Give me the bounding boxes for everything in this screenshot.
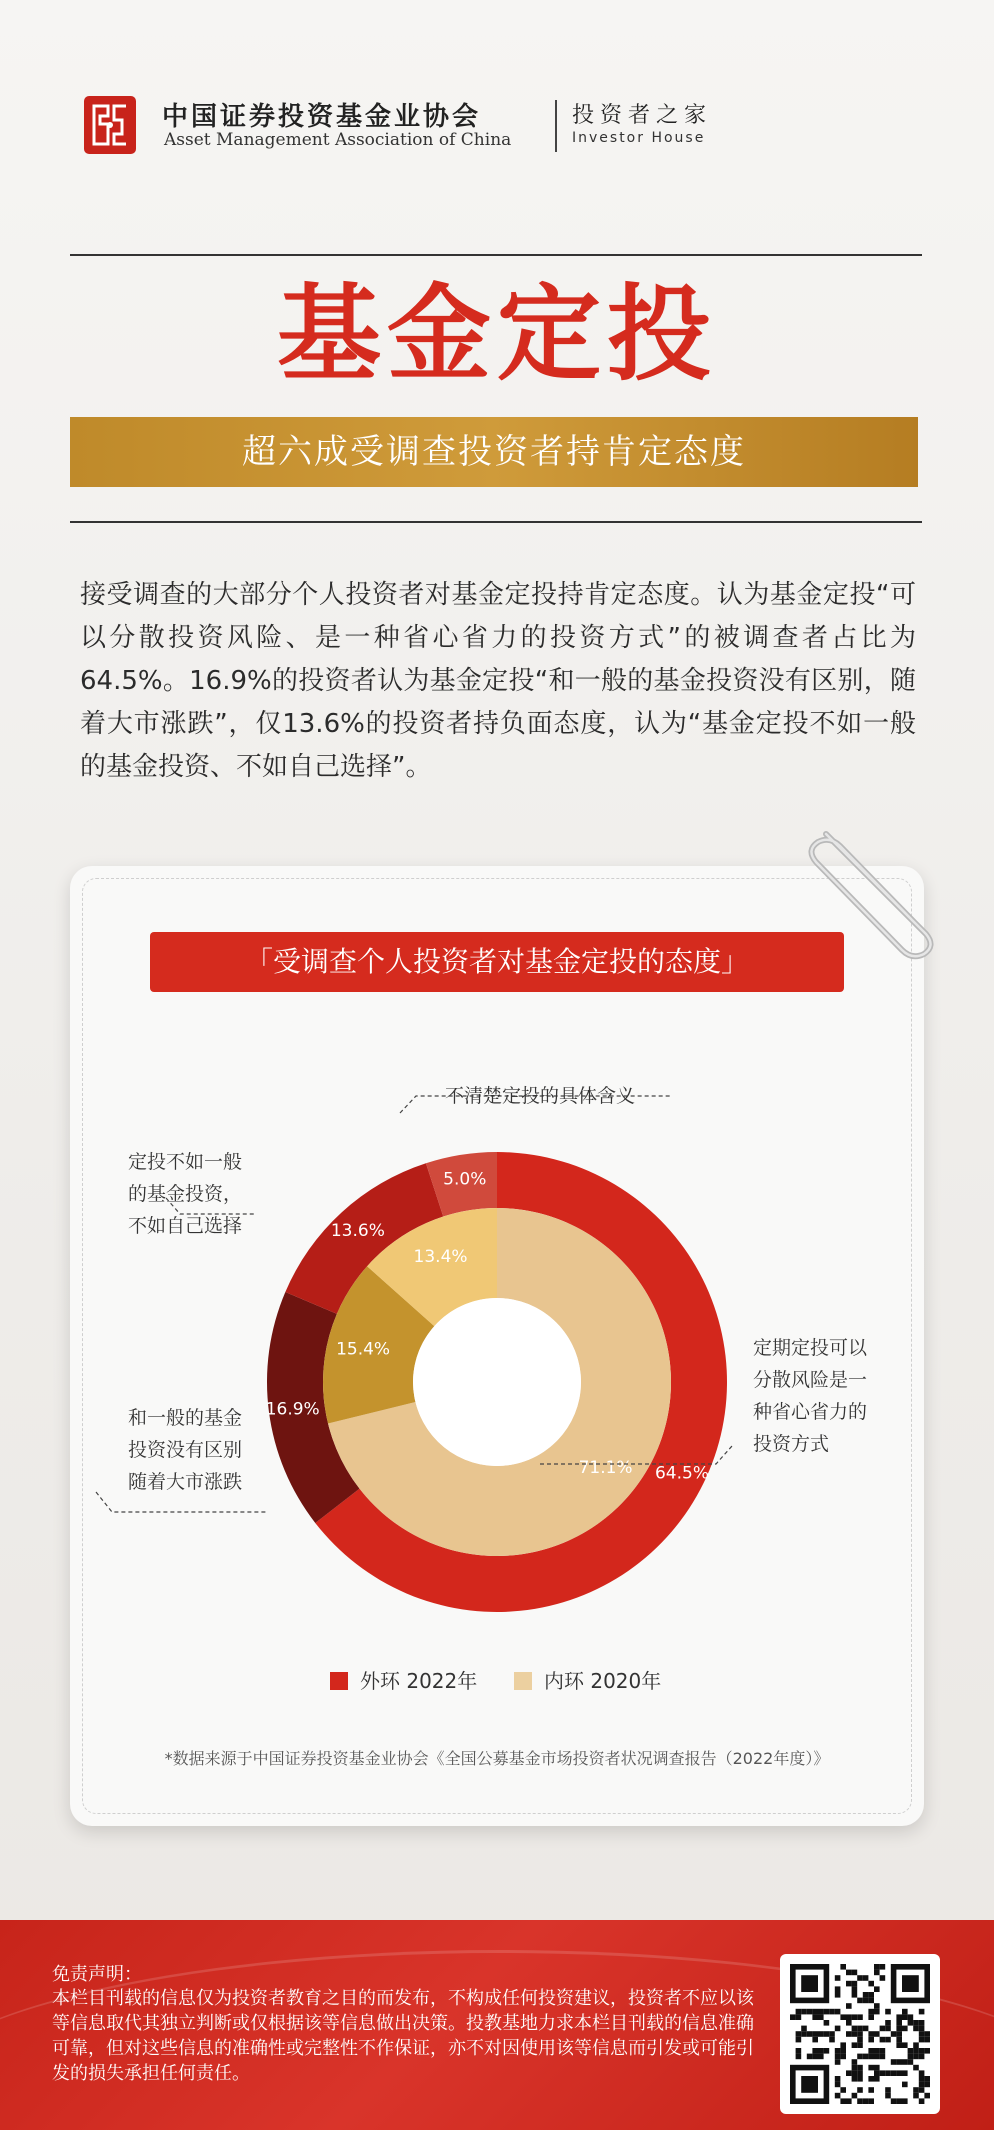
disclaimer-title: 免责声明： [52, 1964, 142, 1985]
annotation-left-bottom-line-3: 随着大市涨跌 [128, 1471, 243, 1493]
qr-code-icon[interactable] [780, 1954, 940, 2114]
annotation-left-bottom [128, 1407, 242, 1493]
bottom-rule [70, 521, 922, 523]
annotation-left-bottom-line-2: 投资没有区别 [128, 1439, 243, 1461]
annotation-line-left-bottom [96, 1492, 266, 1512]
outer-label-2: 13.6% [330, 1221, 385, 1242]
annotation-left-bottom-line-1: 和一般的基金 [128, 1407, 243, 1429]
intro-paragraph: 接受调查的大部分个人投资者对基金定投持肯定态度。认为基金定投“可以分散投资风险、是一种省心省力的投资方式”的被调查者占比为64.5%。16.9%的投资者认为基金定投“和一般的基金投资没有区别，随着大市涨跌”，仅13.6%的投资者持负面态度，认为“基金定投不如一般的基金投资、不如自己选择”。 [80, 580, 916, 782]
disclaimer-footer [0, 1920, 994, 2130]
investor-house-en: Investor House [572, 130, 706, 146]
annotation-right-line-1: 定期定投可以 [753, 1337, 868, 1359]
annotation-left-top-line-1: 定投不如一般 [128, 1151, 243, 1173]
chart-title: 「受调查个人投资者对基金定投的态度」 [150, 932, 844, 992]
donut-hole [413, 1298, 581, 1466]
legend-label-outer: 外环 2022年 [360, 1669, 478, 1693]
annotation-left-top-line-3: 不如自己选择 [128, 1215, 243, 1237]
top-rule [70, 254, 922, 256]
subtitle-banner: 超六成受调查投资者持肯定态度 [70, 417, 918, 487]
legend [330, 1669, 661, 1693]
inner-label-1: 15.4% [336, 1339, 391, 1360]
annotation-right-line-4: 投资方式 [753, 1433, 830, 1455]
header [84, 92, 724, 162]
inner-label-0: 71.1% [578, 1458, 633, 1479]
annotation-right-line-2: 分散风险是一 [753, 1369, 868, 1391]
disclaimer-text: 本栏目刊载的信息仅为投资者教育之目的而发布，不构成任何投资建议，投资者不应以该等信息取代其独立判断或仅根据该等信息做出决策。投教基地力求本栏目刊载的信息准确可靠，但对这些信息的准确性或完整性不作保证，亦不对因使用该等信息而引发或可能引发的损失承担任何责任。 [52, 1988, 754, 2084]
annotation-right-line-3: 种省心省力的 [753, 1401, 868, 1423]
outer-label-3: 5.0% [443, 1169, 487, 1190]
inner-label-2: 13.4% [413, 1247, 468, 1268]
page-title: 基金定投 [276, 273, 717, 395]
org-name-en: Asset Management Association of China [164, 130, 512, 150]
outer-label-0: 64.5% [654, 1463, 710, 1484]
legend-swatch-inner [514, 1672, 532, 1690]
outer-label-1: 16.9% [265, 1399, 320, 1420]
donut-chart [70, 866, 924, 1826]
header-divider [555, 100, 557, 152]
annotation-top: 不清楚定投的具体含义 [444, 1085, 636, 1107]
data-source-note: *数据来源于中国证券投资基金业协会《全国公募基金市场投资者状况调查报告（2022年度）》 [164, 1749, 830, 1768]
annotation-left-top [128, 1151, 242, 1237]
legend-label-inner: 内环 2020年 [544, 1669, 662, 1693]
annotation-right [753, 1337, 868, 1455]
org-name-cn: 中国证券投资基金业协会 [162, 102, 482, 132]
investor-house-cn: 投资者之家 [572, 103, 713, 128]
amac-logo-icon [84, 96, 136, 154]
annotation-left-top-line-2: 的基金投资， [128, 1183, 243, 1205]
legend-swatch-outer [330, 1672, 348, 1690]
